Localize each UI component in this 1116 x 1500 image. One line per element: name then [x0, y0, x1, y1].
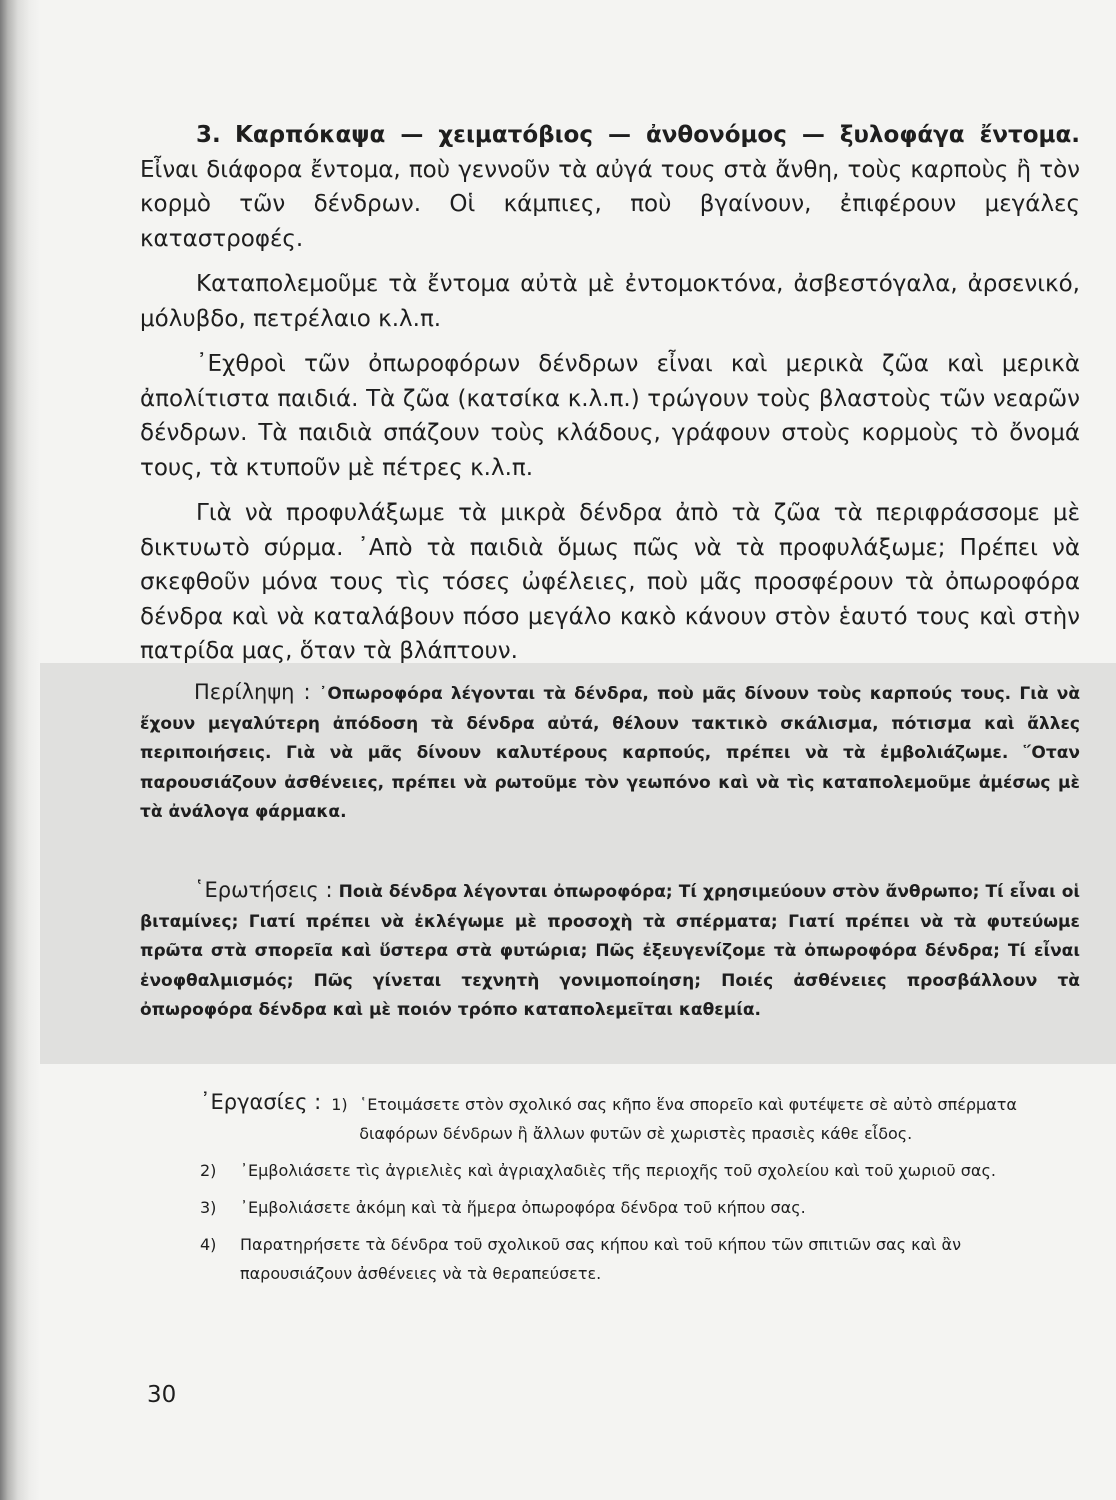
summary-block [140, 678, 1080, 828]
summary-text: ᾿Οπωροφόρα λέγονται τὰ δένδρα, ποὺ μᾶς δίνουν τοὺς καρπούς τους. Γιὰ νὰ ἔχουν μεγαλύτερη ἀπόδοση τὰ δένδρα αὐτά, θέλουν τακτικὸ σκάλισμα, πότισμα καὶ ἄλλες περιποιήσεις. Γιὰ νὰ μᾶς δίνουν καλυτέρους καρπούς, πρέπει νὰ τὰ ἐμβολιάζωμε. ῞Οταν παρουσιάζουν ἀσθένειες, πρέπει νὰ ρωτοῦμε τὸν γεωπόνο καὶ νὰ τὶς καταπολεμοῦμε ἀμέσως μὲ τὰ ἀνάλογα φάρμακα. [140, 684, 1081, 822]
tasks-label: ᾿Εργασίες : [200, 1090, 322, 1114]
task-item [200, 1230, 1040, 1288]
section-heading: Καρπόκαψα — χειματόβιος — ἀνθονόμος — ξυλοφάγα ἔντομα. [235, 122, 1080, 148]
summary-label: Περίληψη : [194, 680, 311, 704]
book-spine-shadow [0, 0, 40, 1500]
section-heading-paragraph [140, 118, 1080, 256]
task-item [200, 1193, 1040, 1222]
section-number: 3. [196, 122, 221, 148]
section-intro: Εἶναι διάφορα ἔντομα, ποὺ γεννοῦν τὰ αὐγά τους στὰ ἄνθη, τοὺς καρποὺς ἢ τὸν κορμὸ τῶν δένδρων. Οἱ κάμπιες, ποὺ βγαίνουν, ἐπιφέρουν μεγάλες καταστροφές. [140, 156, 1080, 252]
task-text: ᾿Εμβολιάσετε τὶς ἀγριελιὲς καὶ ἀγριαχλαδιὲς τῆς περιοχῆς τοῦ σχολείου καὶ τοῦ χωριοῦ σας. [240, 1161, 996, 1180]
paragraph-2: ᾿Εχθροὶ τῶν ὀπωροφόρων δένδρων εἶναι καὶ μερικὰ ζῶα καὶ μερικὰ ἀπολίτιστα παιδιά. Τὰ ζῶα (κατσίκα κ.λ.π.) τρώγουν τοὺς βλαστοὺς τῶν νεαρῶν δένδρων. Τὰ παιδιὰ σπάζουν τοὺς κλάδους, γράφουν στοὺς κορμοὺς τὸ ὄνομά τους, τὰ κτυποῦν μὲ πέτρες κ.λ.π. [140, 351, 1080, 481]
summary-paragraph [140, 678, 1080, 828]
page-number: 30 [147, 1382, 177, 1408]
main-text [140, 118, 1080, 669]
paragraph-3: Γιὰ νὰ προφυλάξωμε τὰ μικρὰ δένδρα ἀπὸ τὰ ζῶα τὰ περιφράσσομε μὲ δικτυωτὸ σύρμα. ᾿Απὸ τὰ παιδιὰ ὅμως πῶς νὰ τὰ προφυλάξωμε; Πρέπει νὰ σκεφθοῦν μόνα τους τὶς τόσες ὠφέλειες, ποὺ μᾶς προσφέρουν τὰ ὀπωροφόρα δένδρα καὶ νὰ καταλάβουν πόσο μεγάλο κακὸ κάνουν στὸν ἑαυτό τους καὶ στὴν πατρίδα μας, ὅταν τὰ βλάπτουν. [140, 500, 1080, 664]
task-row-1 [200, 1090, 1040, 1148]
questions-paragraph [140, 876, 1080, 1026]
paragraph-1: Καταπολεμοῦμε τὰ ἔντομα αὐτὰ μὲ ἐντομοκτόνα, ἀσβεστόγαλα, ἀρσενικό, μόλυβδο, πετρέλαιο κ.λ.π. [140, 271, 1080, 332]
task-number: 1) [331, 1095, 348, 1114]
questions-text: Ποιὰ δένδρα λέγονται ὀπωροφόρα; Τί χρησιμεύουν στὸν ἄνθρωπο; Τί εἶναι οἱ βιταμίνες; Γιατί πρέπει νὰ ἐκλέγωμε μὲ προσοχὴ τὰ σπέρματα; Γιατί πρέπει νὰ τὰ φυτεύωμε πρῶτα στὰ σπορεῖα καὶ ὕστερα στὰ φυτώρια; Πῶς ἐξευγενίζομε τὰ ὀπωροφόρα δένδρα; Τί εἶναι ἐνοφθαλμισμός; Πῶς γίνεται τεχνητὴ γονιμοποίηση; Ποιές ἀσθένειες προσβάλλουν τὰ ὀπωροφόρα δένδρα καὶ μὲ ποιόν τρόπο καταπολεμεῖται καθεμία. [140, 882, 1081, 1020]
task-item [200, 1156, 1040, 1185]
task-number: 4) [200, 1235, 217, 1254]
tasks-block [200, 1090, 1040, 1288]
task-text: Παρατηρήσετε τὰ δένδρα τοῦ σχολικοῦ σας κήπου καὶ τοῦ κήπου τῶν σπιτιῶν σας καὶ ἂν παρουσιάζουν ἀσθένειες νὰ τὰ θεραπεύσετε. [240, 1235, 962, 1283]
task-text: ᾿Εμβολιάσετε ἀκόμη καὶ τὰ ἥμερα ὀπωροφόρα δένδρα τοῦ κήπου σας. [240, 1198, 806, 1217]
task-number: 2) [200, 1161, 217, 1180]
questions-label: ῾Ερωτήσεις : [194, 878, 333, 902]
task-item [321, 1090, 1040, 1148]
task-text: ῾Ετοιμάσετε στὸν σχολικό σας κῆπο ἕνα σπορεῖο καὶ φυτέψετε σὲ αὐτὸ σπέρματα διαφόρων δένδρων ἢ ἄλλων φυτῶν σὲ χωριστὲς πρασιὲς κάθε εἶδος. [359, 1095, 1017, 1143]
task-number: 3) [200, 1198, 217, 1217]
questions-block [140, 876, 1080, 1026]
